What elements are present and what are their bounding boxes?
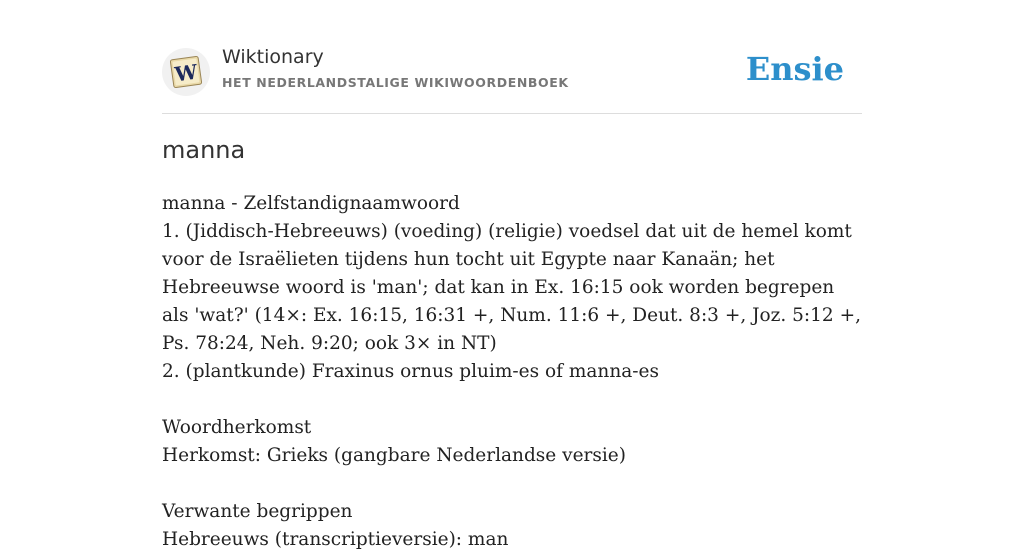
etymology-text: Herkomst: Grieks (gangbare Nederlandse versie) bbox=[162, 445, 626, 466]
entry-content bbox=[162, 190, 866, 554]
site-header bbox=[162, 40, 862, 114]
entry-heading: manna - Zelfstandignaamwoord bbox=[162, 193, 460, 214]
wiktionary-logo-graphic bbox=[162, 48, 210, 96]
related-heading: Verwante begrippen bbox=[162, 501, 353, 522]
svg-text:W: W bbox=[173, 59, 199, 87]
ensie-logo[interactable]: Ensie bbox=[745, 50, 844, 88]
etymology-heading: Woordherkomst bbox=[162, 417, 312, 438]
page-title: manna bbox=[162, 136, 246, 164]
section-spacer bbox=[162, 470, 866, 498]
definition-1: 1. (Jiddisch-Hebreeuws) (voeding) (religie) voedsel dat uit de hemel komt voor de Israëlieten tijdens hun tocht uit Egypte naar Kanaän; het Hebreeuwse woord is 'man'; dat kan in Ex. 16:15 ook worden begrepen als 'wat?' (14×: Ex. 16:15, 16:31 +, Num. 11:6 +, Deut. 8:3 +, Joz. 5:12 +, Ps. 78:24, Neh. 9:20; ook 3× in NT) bbox=[162, 221, 861, 354]
site-tagline: HET NEDERLANDSTALIGE WIKIWOORDENBOEK bbox=[222, 75, 569, 90]
related-text: Hebreeuws (transcriptieversie): man bbox=[162, 529, 509, 550]
section-spacer bbox=[162, 386, 866, 414]
definition-2: 2. (plantkunde) Fraxinus ornus pluim-es of manna-es bbox=[162, 361, 659, 382]
site-name[interactable]: Wiktionary bbox=[222, 46, 324, 68]
wiktionary-logo-icon[interactable] bbox=[162, 48, 210, 96]
